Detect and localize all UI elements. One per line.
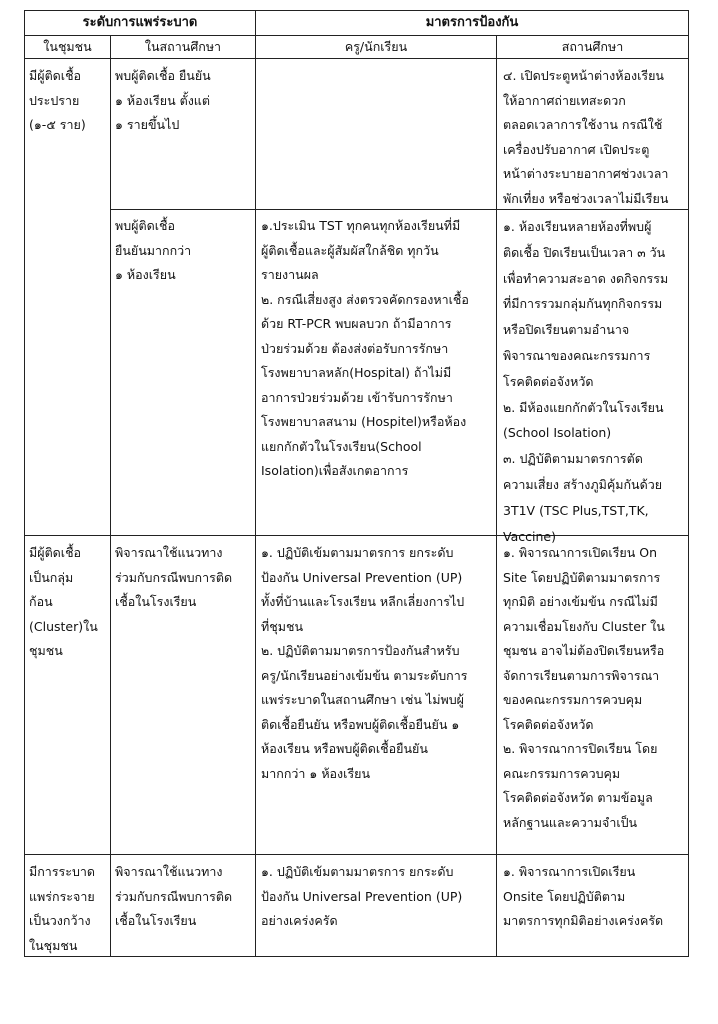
row3-school: ๑. พิจารณาการเปิดเรียน On Site โดยปฏิบัติตามมาตรการ ทุกมิติ อย่างเข้มข้น กรณีไม่มี ความเชื่อมโยงกับ Cluster ใน ชุมชน อาจไม่ต้องปิดเรียนหรือ จัดการเรียนตามการพิจารณา ของคณะกรรมการควบคุม โรคติดต่อจังหวัด ๒. พิจารณาการปิดเรียน โดย คณะกรรมการควบคุม โรคติดต่อจังหวัด ตามข้อมูล หลักฐานและความจำเป็น: [503, 545, 665, 830]
col-divider: [255, 11, 256, 957]
row-divider: [25, 854, 688, 855]
header-teacher-student: ครู/นักเรียน: [344, 39, 408, 54]
row1-community: มีผู้ติดเชื้อ ประปราย (๑-๕ ราย): [29, 68, 86, 132]
row1-school-level: พบผู้ติดเชื้อ ยืนยัน ๑ ห้องเรียน ตั้งแต่ ๑ รายขึ้นไป: [115, 68, 211, 132]
col-divider: [496, 35, 497, 957]
row-divider: [25, 35, 688, 36]
row3-school-level: พิจารณาใช้แนวทาง ร่วมกับกรณีพบการติด เชื้อในโรงเรียน: [115, 545, 233, 609]
col-divider: [110, 35, 111, 957]
covid-measures-table: [24, 10, 689, 957]
row1-school: ๔. เปิดประตูหน้าต่างห้องเรียน ให้อากาศถ่ายเทสะดวก ตลอดเวลาการใช้งาน กรณีใช้ เครื่องปรับอากาศ เปิดประตู หน้าต่างระบายอากาศช่วงเวลา พักเที่ยง หรือช่วงเวลาไม่มีเรียน: [503, 68, 669, 206]
row3-teacher-student: ๑. ปฏิบัติเข้มตามมาตรการ ยกระดับ ป้องกัน Universal Prevention (UP) ทั้งที่บ้านและโรงเรียน หลีกเลี่ยงการไป ที่ชุมชน ๒. ปฏิบัติตามมาตรการป้องกันสำหรับ ครู/นักเรียนอย่างเข้มข้น ตามระดับการ แพร่ระบาดในสถานศึกษา เช่น ไม่พบผู้ ติดเชื้อยืนยัน หรือพบผู้ติดเชื้อยืนยัน ๑ ห้องเรียน หรือพบผู้ติดเชื้อยืนยัน มากกว่า ๑ ห้องเรียน: [261, 545, 468, 781]
row2-teacher-student: ๑.ประเมิน TST ทุกคนทุกห้องเรียนที่มี ผู้ติดเชื้อและผู้สัมผัสใกล้ชิด ทุกวัน รายงานผล ๒. กรณีเสี่ยงสูง ส่งตรวจคัดกรองหาเชื้อ ด้วย RT-PCR พบผลบวก ถ้ามีอาการ ป่วยร่วมด้วย ต้องส่งต่อรับการรักษา โรงพยาบาลหลัก(Hospital) ถ้าไม่มี อาการป่วยร่วมด้วย เข้ารับการรักษา โรงพยาบาลสนาม (Hospitel)หรือห้อง แยกกักตัวในโรงเรียน(School Isolation)เพื่อสังเกตอาการ: [261, 218, 469, 478]
row3-community: มีผู้ติดเชื้อ เป็นกลุ่ม ก้อน (Cluster)ใน ชุมชน: [29, 545, 98, 658]
row2-school-level: พบผู้ติดเชื้อ ยืนยันมากกว่า ๑ ห้องเรียน: [115, 218, 192, 282]
row2-school: ๑. ห้องเรียนหลายห้องที่พบผู้ ติดเชื้อ ปิดเรียนเป็นเวลา ๓ วัน เพื่อทำความสะอาด งดกิจกรรม ที่มีการรวมกลุ่มกันทุกกิจกรรม หรือปิดเรียนตามอำนาจ พิจารณาของคณะกรรมการ โรคติดต่อจังหวัด ๒. มีห้องแยกกักตัวในโรงเรียน (School Isolation) ๓. ปฏิบัติตามมาตรการตัด ความเสี่ยง สร้างภูมิคุ้มกันด้วย 3T1V (TSC Plus,TST,TK, Vaccine): [503, 219, 669, 544]
row4-school-level: พิจารณาใช้แนวทาง ร่วมกับกรณีพบการติด เชื้อในโรงเรียน: [115, 864, 233, 928]
row4-school: ๑. พิจารณาการเปิดเรียน Onsite โดยปฏิบัติตาม มาตรการทุกมิติอย่างเคร่งครัด: [503, 864, 664, 928]
row-divider: [25, 58, 688, 59]
header-community: ในชุมชน: [43, 39, 92, 54]
header-school: สถานศึกษา: [561, 39, 624, 54]
header-measures: มาตรการป้องกัน: [425, 15, 519, 30]
row4-teacher-student: ๑. ปฏิบัติเข้มตามมาตรการ ยกระดับ ป้องกัน Universal Prevention (UP) อย่างเคร่งครัด: [261, 864, 463, 928]
row4-community: มีการระบาด แพร่กระจาย เป็นวงกว้าง ในชุมชน: [29, 864, 96, 953]
header-school-level: ในสถานศึกษา: [144, 39, 222, 54]
header-level: ระดับการแพร่ระบาด: [82, 15, 198, 30]
